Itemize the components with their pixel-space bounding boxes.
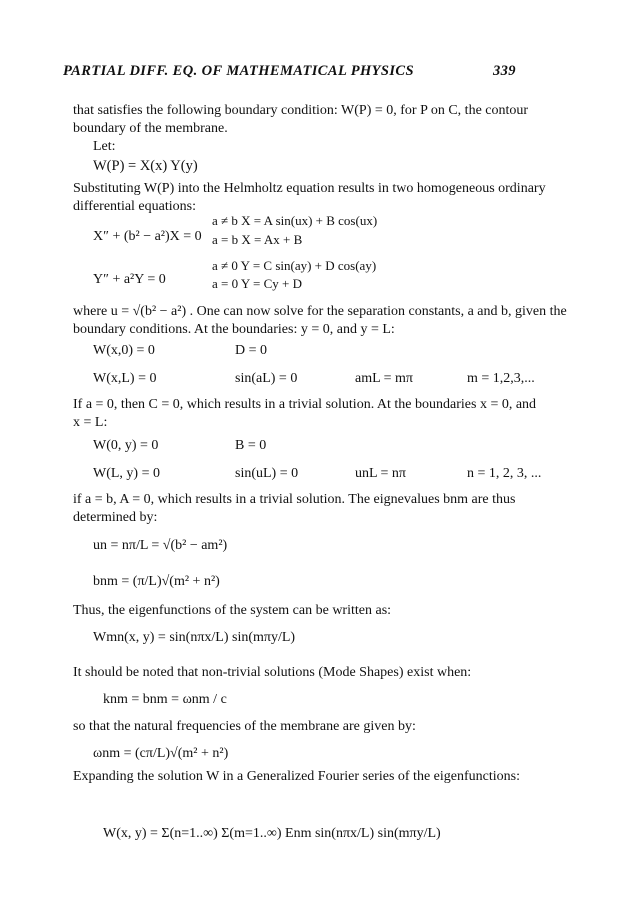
equation-eigenfunction: Wmn(x, y) = sin(nπx/L) sin(mπy/L)	[93, 630, 296, 645]
paragraph-8: so that the natural frequencies of the membrane are given by:	[73, 719, 416, 734]
paragraph-1-line-2: boundary of the membrane.	[73, 121, 228, 136]
page-number: 339	[493, 63, 516, 79]
equation-un: un = nπ/L = √(b² − am²)	[93, 538, 228, 553]
bc-xL-eigen: unL = nπ	[355, 466, 406, 481]
bc-yL-left: W(x,L) = 0	[93, 371, 157, 386]
paragraph-2-line-1: Substituting W(P) into the Helmholtz equation results in two homogeneous ordinary	[73, 181, 546, 196]
bc-x0-result: B = 0	[235, 438, 267, 453]
ode-x-equation: X″ + (b² − a²)X = 0	[93, 229, 202, 244]
equation-fourier-series: W(x, y) = Σ(n=1..∞) Σ(m=1..∞) Enm sin(nπx/L) sin(mπy/L)	[103, 826, 441, 841]
let-label: Let:	[93, 139, 116, 154]
separation-equation: W(P) = X(x) Y(y)	[93, 158, 198, 174]
bc-x0-left: W(0, y) = 0	[93, 438, 159, 453]
bc-xL-left: W(L, y) = 0	[93, 466, 160, 481]
paragraph-7: It should be noted that non-trivial solutions (Mode Shapes) exist when:	[73, 665, 472, 680]
equation-knm: knm = bnm = ωnm / c	[103, 692, 227, 707]
bc-y0-left: W(x,0) = 0	[93, 343, 155, 358]
paragraph-3-line-2: boundary conditions. At the boundaries: y = 0, and y = L:	[73, 322, 395, 337]
paragraph-5-line-1: if a = b, A = 0, which results in a trivial solution. The eignevalues bnm are thus	[73, 492, 516, 507]
ode-y-case-1: a ≠ 0 Y = C sin(ay) + D cos(ay)	[212, 258, 377, 273]
bc-yL-eigen: amL = mπ	[355, 371, 413, 386]
paragraph-9: Expanding the solution W in a Generalized Fourier series of the eigenfunctions:	[73, 769, 520, 784]
paragraph-3-line-1: where u = √(b² − a²) . One can now solve for the separation constants, a and b, given the	[73, 304, 567, 319]
paragraph-5-line-2: determined by:	[73, 510, 158, 525]
paragraph-4-line-2: x = L:	[73, 415, 108, 430]
ode-x-case-1: a ≠ b X = A sin(ux) + B cos(ux)	[212, 213, 378, 228]
equation-bnm: bnm = (π/L)√(m² + n²)	[93, 574, 220, 589]
ode-x-case-2: a = b X = Ax + B	[212, 232, 303, 247]
paragraph-6: Thus, the eigenfunctions of the system can be written as:	[73, 603, 392, 618]
paragraph-2-line-2: differential equations:	[73, 199, 196, 214]
paragraph-4-line-1: If a = 0, then C = 0, which results in a trivial solution. At the boundaries x = 0, and	[73, 397, 537, 412]
bc-yL-index: m = 1,2,3,...	[467, 371, 535, 386]
ode-y-equation: Y″ + a²Y = 0	[93, 272, 166, 287]
bc-yL-sin: sin(aL) = 0	[235, 371, 298, 386]
running-header: PARTIAL DIFF. EQ. OF MATHEMATICAL PHYSICS	[63, 63, 414, 79]
equation-natural-frequency: ωnm = (cπ/L)√(m² + n²)	[93, 746, 229, 761]
bc-xL-sin: sin(uL) = 0	[235, 466, 299, 481]
paragraph-1-line-1: that satisfies the following boundary condition: W(P) = 0, for P on C, the contour	[73, 103, 529, 118]
ode-y-case-2: a = 0 Y = Cy + D	[212, 276, 302, 291]
bc-y0-result: D = 0	[235, 343, 268, 358]
bc-xL-index: n = 1, 2, 3, ...	[467, 466, 542, 481]
